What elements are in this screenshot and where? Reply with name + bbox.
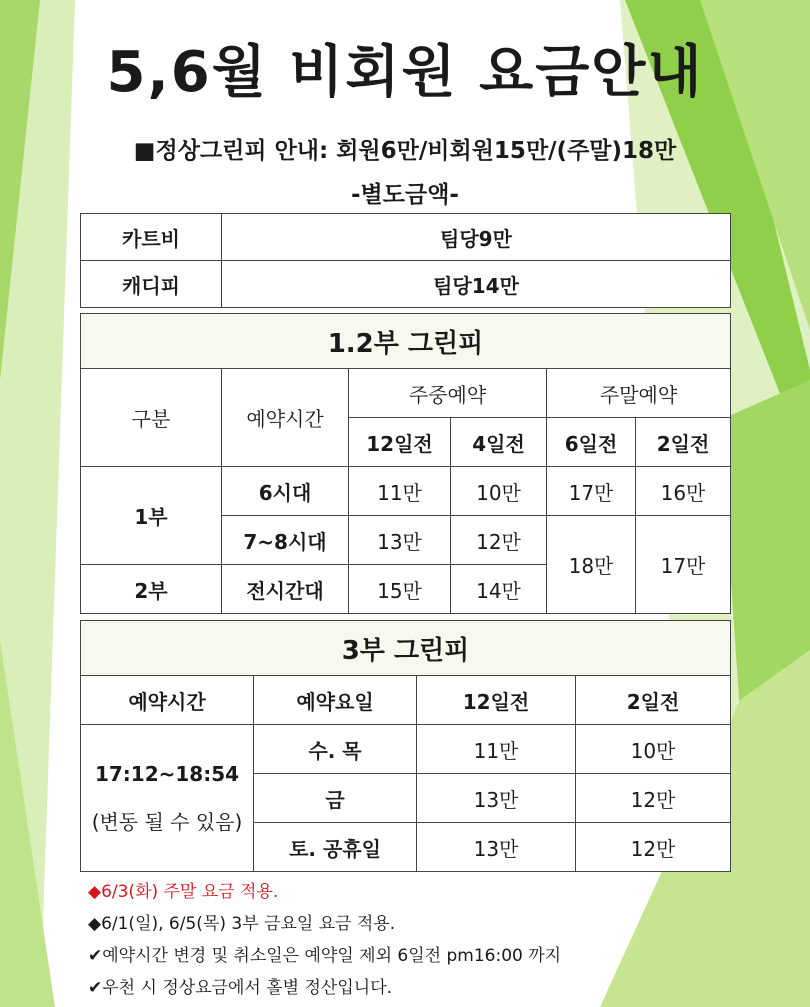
note-item: ◆6/3(화) 주말 요금 적용. <box>88 882 279 902</box>
price-cell: 16만 <box>636 467 731 516</box>
price-cell: 11만 <box>417 725 576 774</box>
price-cell: 17만 <box>636 516 731 614</box>
price-cell: 18만 <box>547 516 636 614</box>
regular-fee-info: ■정상그린피 안내: 회원6만/비회원15만/(주말)18만 <box>133 138 677 164</box>
notes-list <box>88 876 788 1004</box>
table-row <box>81 214 731 261</box>
table-row <box>81 314 731 369</box>
price-cell: 11만 <box>349 467 451 516</box>
price-cell: 12만 <box>576 823 731 872</box>
day-label: 금 <box>254 774 417 823</box>
col-weekend: 주말예약 <box>547 369 731 418</box>
part12-heading: 1.2부 그린피 <box>81 314 731 369</box>
time-all: 전시간대 <box>222 565 349 614</box>
note-item: ✔우천 시 정상요금에서 홀별 정산입니다. <box>88 978 393 998</box>
price-cell: 13만 <box>417 774 576 823</box>
price-cell: 10만 <box>576 725 731 774</box>
day-label: 수. 목 <box>254 725 417 774</box>
col-weekday: 주중예약 <box>349 369 547 418</box>
part3-time: 17:12~18:54 <box>94 761 240 786</box>
part1-label: 1부 <box>81 467 222 565</box>
table-row <box>81 725 731 774</box>
col-6days: 6일전 <box>547 418 636 467</box>
price-cell: 10만 <box>451 467 547 516</box>
fee-label: 카트비 <box>81 214 222 261</box>
price-cell: 17만 <box>547 467 636 516</box>
part2-label: 2부 <box>81 565 222 614</box>
col-4days: 4일전 <box>451 418 547 467</box>
fee-label: 캐디피 <box>81 261 222 308</box>
col-reserve-day: 예약요일 <box>254 676 417 725</box>
col-2days: 2일전 <box>576 676 731 725</box>
part3-heading: 3부 그린피 <box>81 621 731 676</box>
note-item: ✔예약시간 변경 및 취소일은 예약일 제외 6일전 pm16:00 까지 <box>88 946 562 966</box>
col-2days: 2일전 <box>636 418 731 467</box>
price-cell: 14만 <box>451 565 547 614</box>
extra-fee-title: -별도금액- <box>351 182 459 208</box>
col-reserve-time: 예약시간 <box>81 676 254 725</box>
table-row <box>81 261 731 308</box>
fee-value: 팀당14만 <box>222 261 731 308</box>
table-row <box>81 676 731 725</box>
price-cell: 12만 <box>451 516 547 565</box>
part3-fee-table <box>80 620 731 872</box>
col-12days: 12일전 <box>417 676 576 725</box>
price-cell: 15만 <box>349 565 451 614</box>
table-row <box>81 467 731 516</box>
price-cell: 12만 <box>576 774 731 823</box>
table-row <box>81 621 731 676</box>
part12-fee-table <box>80 313 731 614</box>
fee-value: 팀당9만 <box>222 214 731 261</box>
part3-time-cell <box>81 725 254 872</box>
note-item: ◆6/1(일), 6/5(목) 3부 금요일 요금 적용. <box>88 914 396 934</box>
page-title: 5,6월 비회원 요금안내 <box>106 40 704 105</box>
col-reserve-time: 예약시간 <box>222 369 349 467</box>
col-gubun: 구분 <box>81 369 222 467</box>
col-12days: 12일전 <box>349 418 451 467</box>
extra-fees-table <box>80 213 731 308</box>
part3-time-note: (변동 될 수 있음) <box>91 809 243 834</box>
price-cell: 13만 <box>349 516 451 565</box>
time-7-8: 7~8시대 <box>222 516 349 565</box>
price-cell: 13만 <box>417 823 576 872</box>
time-6: 6시대 <box>222 467 349 516</box>
day-label: 토. 공휴일 <box>254 823 417 872</box>
table-row <box>81 369 731 418</box>
